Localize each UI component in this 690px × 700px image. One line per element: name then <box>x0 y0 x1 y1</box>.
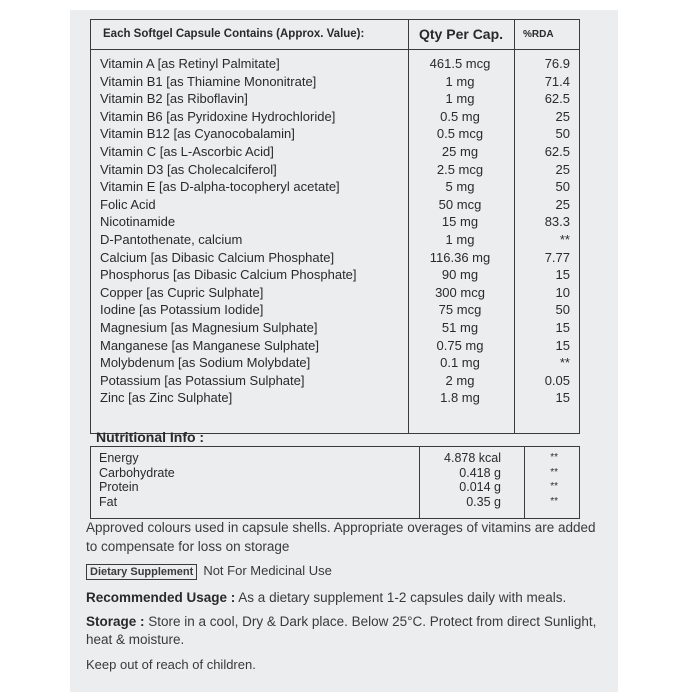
ingredient-name: Copper [as Cupric Sulphate] <box>100 284 264 300</box>
ingredient-qty: 2 mg <box>445 372 475 388</box>
table-row <box>91 55 579 73</box>
ingredient-name: Energy <box>99 451 139 465</box>
ingredient-rda: 62.5 <box>544 91 570 107</box>
usage-label: Recommended Usage : <box>86 590 236 605</box>
table-row <box>91 108 579 126</box>
nutrition-rows <box>91 451 579 510</box>
header-qty: Qty Per Cap. <box>419 26 504 42</box>
table-row <box>91 196 579 214</box>
ingredient-qty: 0.5 mcg <box>436 126 484 142</box>
ingredient-name: Nicotinamide <box>100 214 176 230</box>
colours-note: Approved colours used in capsule shells. Appropriate overages of vitamins are added to compensate for loss on storage <box>86 520 596 554</box>
ingredient-name: Zinc [as Zinc Sulphate] <box>100 390 233 406</box>
table-row <box>91 143 579 161</box>
ingredient-qty: 116.36 mg <box>429 249 491 265</box>
ingredient-rda: 25 <box>555 196 570 212</box>
ingredient-name: Vitamin B1 [as Thiamine Mononitrate] <box>100 73 317 89</box>
keep-away-note: Keep out of reach of children. <box>86 657 256 672</box>
ingredient-rda: ** <box>550 466 558 478</box>
ingredient-qty: 5 mg <box>445 179 475 195</box>
ingredient-qty: 0.014 g <box>459 480 501 495</box>
ingredient-rda: 50 <box>555 302 570 318</box>
table-header <box>91 20 579 50</box>
ingredient-rda: 25 <box>555 108 570 124</box>
ingredient-qty: 0.418 g <box>459 465 501 480</box>
table-row <box>91 354 579 372</box>
ingredient-qty: 75 mcg <box>438 302 482 318</box>
nutrition-title: Nutritional Info : <box>96 429 205 445</box>
table-row <box>91 284 579 302</box>
ingredient-qty: 4.878 kcal <box>444 451 501 465</box>
ingredient-qty: 0.5 mg <box>440 108 480 124</box>
ingredient-name: Manganese [as Manganese Sulphate] <box>100 337 319 353</box>
table-row <box>91 178 579 196</box>
ingredient-qty: 1.8 mg <box>440 390 480 406</box>
table-row <box>91 301 579 319</box>
dietary-line <box>86 563 332 580</box>
table-row <box>91 451 579 466</box>
ingredient-name: Vitamin A [as Retinyl Palmitate] <box>100 56 280 71</box>
ingredient-name: Folic Acid <box>100 196 156 212</box>
ingredient-qty: 2.5 mcg <box>436 161 484 177</box>
storage-text: Store in a cool, Dry & Dark place. Below 25°C. Protect from direct Sunlight, heat & moisture. <box>86 614 597 647</box>
ingredient-qty: 15 mg <box>441 214 479 230</box>
ingredient-name: Molybdenum [as Sodium Molybdate] <box>100 355 311 371</box>
ingredient-rda: 7.77 <box>544 249 570 265</box>
ingredient-qty: 90 mg <box>441 267 479 283</box>
composition-rows <box>91 55 579 407</box>
table-row <box>91 389 579 407</box>
ingredient-name: Vitamin E [as D-alpha-tocopheryl acetate] <box>100 179 340 195</box>
nutrition-table <box>90 446 580 519</box>
storage-info <box>86 613 612 649</box>
ingredient-rda: ** <box>550 496 558 508</box>
ingredient-name: Potassium [as Potassium Sulphate] <box>100 372 305 388</box>
table-row <box>91 231 579 249</box>
ingredient-name: Vitamin C [as L-Ascorbic Acid] <box>100 143 274 159</box>
ingredient-rda: 0.05 <box>544 372 570 388</box>
ingredient-qty: 1 mg <box>445 73 475 89</box>
usage-text: As a dietary supplement 1-2 capsules daily with meals. <box>235 590 567 605</box>
table-row <box>91 480 579 495</box>
storage-label: Storage : <box>86 614 145 629</box>
table-row <box>91 372 579 390</box>
ingredient-name: D-Pantothenate, calcium <box>100 231 243 247</box>
ingredient-rda: ** <box>559 355 570 371</box>
ingredient-qty: 1 mg <box>445 231 475 247</box>
ingredient-rda: ** <box>550 452 558 463</box>
ingredient-name: Vitamin B2 [as Riboflavin] <box>100 91 248 107</box>
ingredient-rda: 15 <box>555 319 570 335</box>
ingredient-name: Fat <box>99 495 118 510</box>
supplement-label <box>70 10 618 692</box>
table-row <box>91 161 579 179</box>
recommended-usage <box>86 590 566 605</box>
ingredient-rda: 15 <box>555 390 570 406</box>
ingredient-name: Iodine [as Potassium Iodide] <box>100 302 264 318</box>
table-row <box>91 466 579 481</box>
ingredient-rda: 50 <box>555 126 570 142</box>
ingredient-name: Vitamin D3 [as Cholecalciferol] <box>100 161 277 177</box>
ingredient-qty: 0.35 g <box>466 495 501 510</box>
ingredient-rda: 62.5 <box>544 143 570 159</box>
ingredient-qty: 1 mg <box>445 91 475 107</box>
ingredient-qty: 300 mcg <box>435 284 485 300</box>
ingredient-qty: 0.1 mg <box>440 355 480 371</box>
ingredient-rda: 10 <box>555 284 570 300</box>
not-medicinal-text: Not For Medicinal Use <box>203 563 332 578</box>
table-row <box>91 249 579 267</box>
table-row <box>91 266 579 284</box>
table-row <box>91 337 579 355</box>
ingredient-rda: 25 <box>555 161 570 177</box>
table-row <box>91 73 579 91</box>
ingredient-rda: 71.4 <box>544 73 570 89</box>
ingredient-qty: 25 mg <box>441 143 479 159</box>
ingredient-qty: 461.5 mcg <box>429 56 491 71</box>
ingredient-name: Vitamin B6 [as Pyridoxine Hydrochloride] <box>100 108 336 124</box>
ingredient-name: Calcium [as Dibasic Calcium Phosphate] <box>100 249 335 265</box>
ingredient-rda: ** <box>550 481 558 493</box>
table-row <box>91 125 579 143</box>
table-row <box>91 213 579 231</box>
ingredient-name: Carbohydrate <box>99 465 175 480</box>
ingredient-name: Protein <box>99 480 139 495</box>
ingredient-rda: 15 <box>555 267 570 283</box>
ingredient-rda: 50 <box>555 179 570 195</box>
ingredient-qty: 0.75 mg <box>436 337 484 353</box>
ingredient-rda: 83.3 <box>544 214 570 230</box>
composition-table <box>90 19 580 434</box>
ingredient-rda: 76.9 <box>544 56 570 71</box>
table-row <box>91 90 579 108</box>
ingredient-qty: 51 mg <box>441 319 479 335</box>
ingredient-name: Phosphorus [as Dibasic Calcium Phosphate] <box>100 267 357 283</box>
header-ingredient: Each Softgel Capsule Contains (Approx. Value): <box>103 28 365 40</box>
ingredient-rda: 15 <box>555 337 570 353</box>
ingredient-qty: 50 mcg <box>438 196 482 212</box>
ingredient-rda: ** <box>559 231 570 247</box>
table-row <box>91 495 579 510</box>
ingredient-name: Magnesium [as Magnesium Sulphate] <box>100 319 318 335</box>
ingredient-name: Vitamin B12 [as Cyanocobalamin] <box>100 126 295 142</box>
table-row <box>91 319 579 337</box>
dietary-supplement-badge: Dietary Supplement <box>86 564 197 580</box>
header-rda: %RDA <box>523 29 554 40</box>
